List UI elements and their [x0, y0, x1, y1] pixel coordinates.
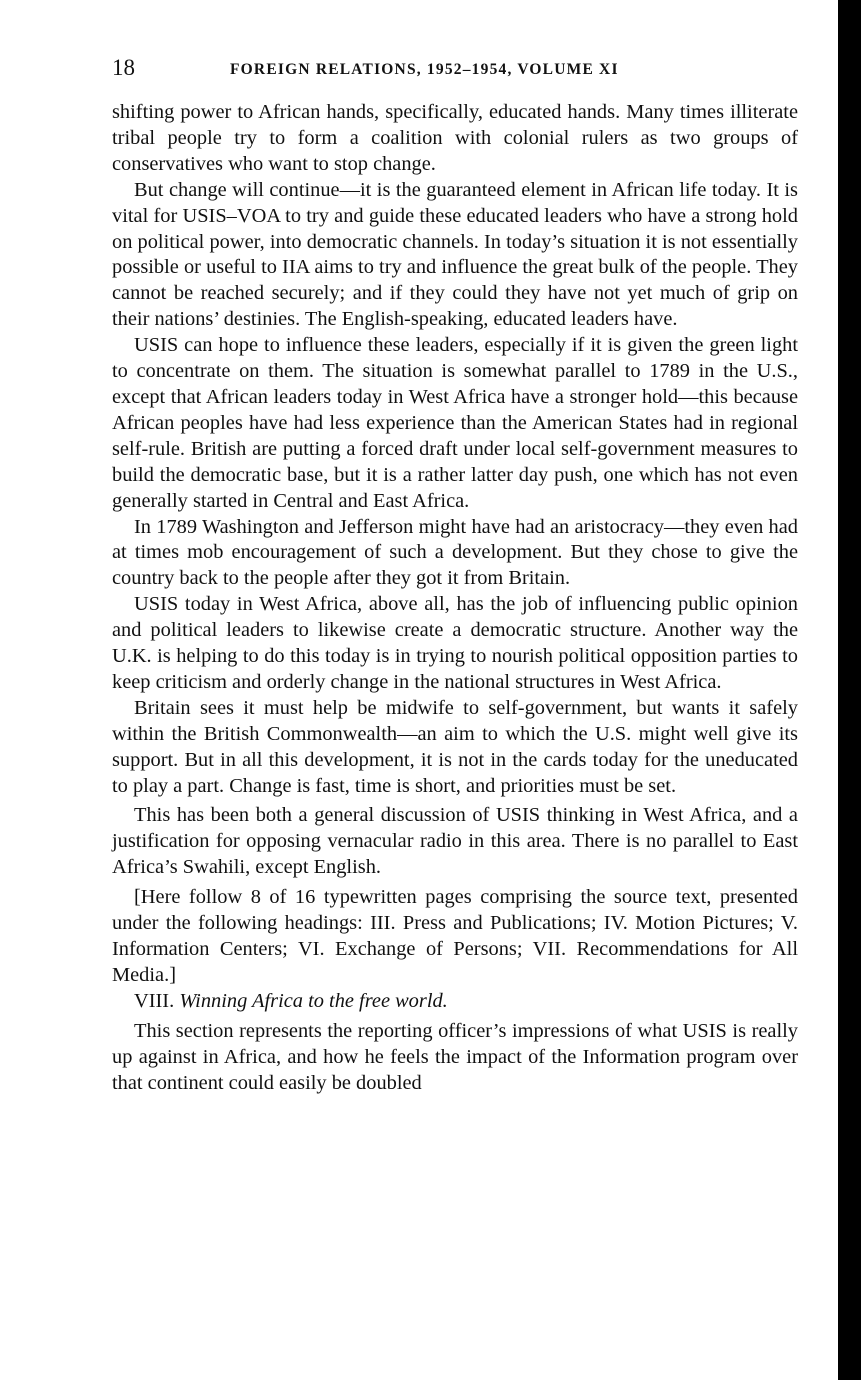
running-title: FOREIGN RELATIONS, 1952–1954, VOLUME XI [230, 61, 619, 78]
paragraph: Britain sees it must help be midwife to self-government, but wants it safely within the British Commonwealth—an aim to which the U.S. might well give its support. But in all this development, it is not in the cards today for the uneducated to play a part. Change is fast, time is short, and priorities must be set. [112, 696, 798, 797]
page-number: 18 [112, 55, 135, 80]
editorial-note: [Here follow 8 of 16 typewritten pages comprising the source text, presented under the following headings: III. Press and Publications; IV. Motion Pictures; V. Information Centers; VI. Exchange of Persons; VII. Recommendations for All Media.] [112, 886, 798, 986]
paragraph: USIS can hope to influence these leaders, especially if it is given the green light to concentrate on them. The situation is somewhat parallel to 1789 in the U.S., except that African leaders today in West Africa have a stronger hold—this because African peoples have had less experience than the American States had in regional self-rule. British are putting a forced draft under local self-government measures to build the democratic base, but it is a rather latter day push, one which has not even generally started in Central and East Africa. [112, 334, 798, 512]
section-number: VIII. [134, 989, 175, 1012]
paragraph: In 1789 Washington and Jefferson might have had an aristocracy—they even had at times mob encouragement of such a development. But they chose to give the country back to the people after they got it from Britain. [112, 515, 798, 590]
paragraph: shifting power to African hands, specifically, educated hands. Many times illiterate tribal people try to form a coalition with colonial rulers as two groups of conservatives who want to stop change. [112, 101, 798, 175]
paragraph: USIS today in West Africa, above all, has the job of influencing public opinion and political leaders to likewise create a democratic structure. Another way the U.K. is helping to do this today is in trying to nourish political opposition parties to keep criticism and orderly change in the national structures in West Africa. [112, 593, 798, 693]
paragraph: This section represents the reporting officer’s impressions of what USIS is really up against in Africa, and how he feels the impact of the Information program over that continent could easily be doubled [112, 1019, 798, 1094]
section-heading [112, 989, 798, 1015]
paragraph: This has been both a general discussion of USIS thinking in West Africa, and a justification for opposing vernacular radio in this area. There is no parallel to East Africa’s Swahili, except English. [112, 804, 798, 879]
section-title: Winning Africa to the free world. [179, 989, 448, 1012]
paragraph: But change will continue—it is the guaranteed element in African life today. It is vital for USIS–VOA to try and guide these educated leaders who have a strong hold on political power, into democratic channels. In today’s situation it is not essentially possible or useful to IIA aims to try and influence the great bulk of the people. They cannot be reached securely; and if they could they have not yet much of grip on their nations’ destinies. The English-speaking, educated leaders have. [112, 178, 798, 331]
body-text [112, 100, 798, 1096]
page-header [112, 55, 802, 85]
